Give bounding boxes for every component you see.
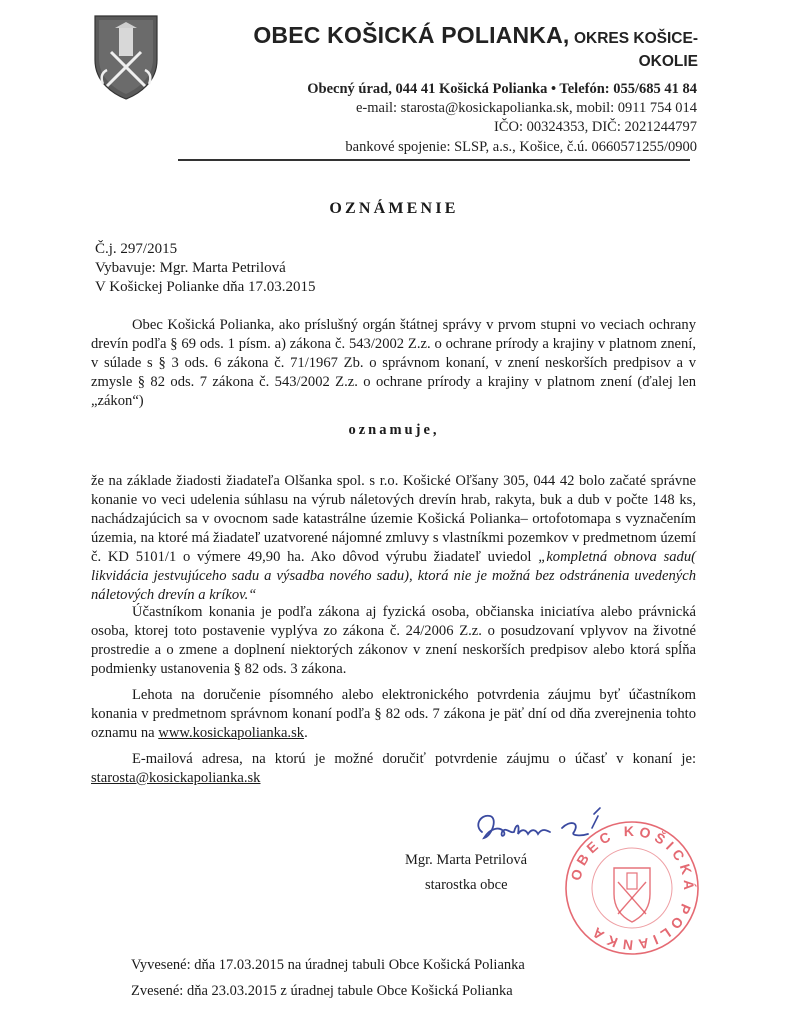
body-p1-text: že na základe žiadosti žiadateľa Olšanka spol. s r.o. Košické Oľšany 305, 044 42 bolo začaté správne konanie vo veci udelenia súhlasu na výrub náletových drevín hrab, rakyta, buk a dub v počte 148 ks, nachádzajúcich sa v ovocnom sade katastrálne územie Košická Polianka– ortofotomapa s vyznačením územia, na ktoré má žiadateľ uzatvorené nájomné zmluvy s vlastníkmi pozemkov v predmetnom území č. KD 5101/1 o výmere 49,90 ha. Ako dôvod výrubu žiadateľ uviedol [91,473,696,565]
district-line-1: OKRES KOŠICE- [573,30,698,47]
contact-line: e-mail: starosta@kosickapolianka.sk, mobil: 0911 754 014 [355,100,697,116]
ids-line: IČO: 00324353, DIČ: 2021244797 [494,119,697,135]
municipality-name: OBEC KOŠICKÁ POLIANKA, [253,22,570,48]
signatory-role: starostka obce [425,877,508,893]
removed-note: Zvesené: dňa 23.03.2015 z úradnej tabule Obce Košická Polianka [131,983,513,999]
posted-note: Vyvesené: dňa 17.03.2015 na úradnej tabuli Obce Košická Polianka [131,957,525,973]
body-p4-text: E-mailová adresa, na ktorú je možné doručiť potvrdenie záujmu o účasť v konaní je: [132,751,696,767]
bank-line: bankové spojenie: SLSP, a.s., Košice, č.ú. 0660571255/0900 [345,139,697,155]
handled-by: Vybavuje: Mgr. Marta Petrilová [95,260,286,276]
document-title: OZNÁMENIE [329,200,459,217]
header-divider [178,159,690,161]
body-paragraph-1 [91,472,696,605]
district-line-2: OKOLIE [638,53,698,70]
reference-number: Č.j. 297/2015 [95,241,178,257]
body-paragraph-4 [91,750,696,788]
svg-text:OBEC KOŠICKÁ POLIANKA: OBEC KOŠICKÁ POLIANKA [567,822,698,954]
coat-of-arms-icon [93,14,159,100]
body-p3-text: Lehota na doručenie písomného alebo elektronického potvrdenia záujmu byť účastníkom konania v predmetnom správnom konaní podľa § 82 ods. 7 zákona je päť dní od dňa zverejnenia tohto oznamu na [91,687,696,741]
body-p3-end: . [304,725,308,741]
intro-paragraph [91,316,696,411]
body-p1-reason: „kompletná obnova sadu( likvidácia jestvujúceho sadu a výsadba nového sadu), ktorá nie je možná bez odstránenia uvedených náletových drevín a kríkov.“ [91,549,696,603]
intro-text: Obec Košická Polianka, ako príslušný orgán štátnej správy v prvom stupni vo veciach ochrany drevín podľa § 69 ods. 1 písm. a) zákona č. 543/2002 Z.z. o ochrane prírody a krajiny v platnom znení, v súlade s § 3 ods. 6 zákona č. 71/1967 Zb. o správnom konaní, v znení neskorších predpisov a v zmysle § 82 ods. 7 zákona č. 543/2002 Z.z. o ochrane prírody a krajiny v platnom znení (ďalej len „zákon“) [91,317,696,409]
signatory-name: Mgr. Marta Petrilová [405,852,528,868]
official-stamp [562,818,702,958]
email-link[interactable]: starosta@kosickapolianka.sk [91,770,261,786]
body-paragraph-3 [91,686,696,743]
announces-word: oznamuje, [348,422,440,438]
body-paragraph-2 [91,603,696,679]
office-line: Obecný úrad, 044 41 Košická Polianka • Telefón: 055/685 41 84 [307,81,697,97]
body-p2-text: Účastníkom konania je podľa zákona aj fyzická osoba, občianska iniciatíva alebo právnická osoba, ktorej toto postavenie vyplýva zo zákona č. 24/2006 Z.z. o posudzovaní vplyvov na životné prostredie a o zmene a doplnení niektorých zákonov v znení neskorších predpisov alebo ktorá spĺňa podmienky ustanovenia § 82 ods. 3 zákona. [91,604,696,677]
municipality-title [220,24,698,73]
website-link[interactable]: www.kosickapolianka.sk [158,725,305,741]
place-date: V Košickej Polianke dňa 17.03.2015 [95,279,316,295]
